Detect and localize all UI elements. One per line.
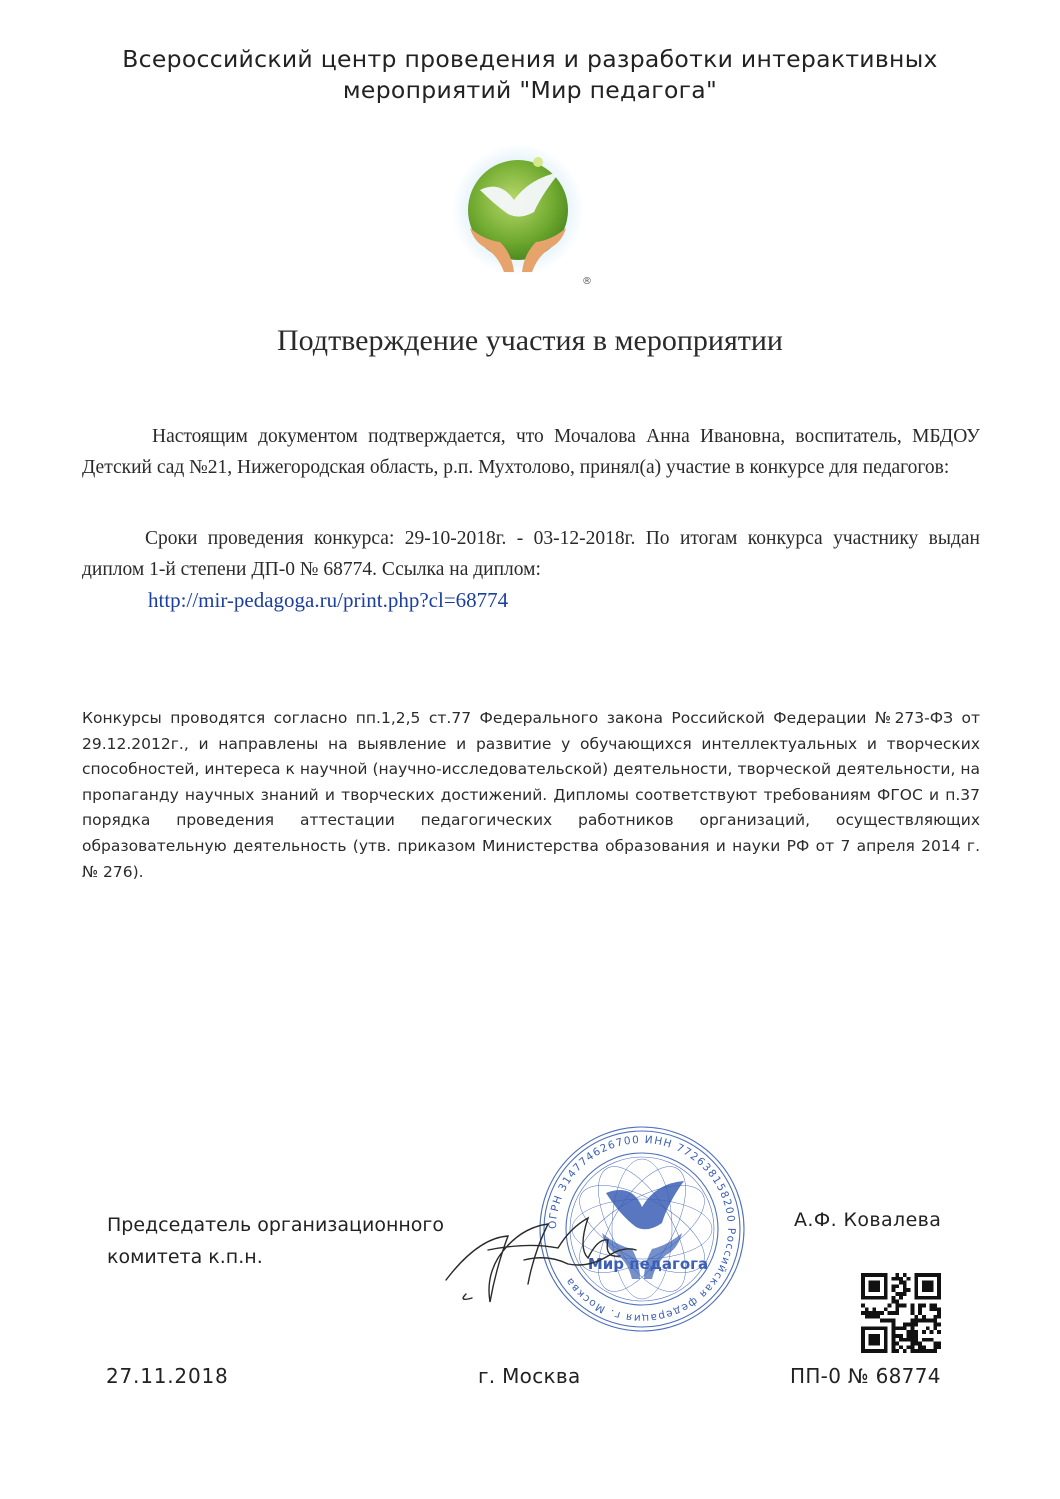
organization-name-line1: Всероссийский центр проведения и разработки интерактивных <box>122 45 938 73</box>
mir-pedagoga-logo <box>450 142 600 292</box>
handwritten-signature <box>438 1198 643 1318</box>
document-title: Подтверждение участия в мероприятии <box>277 324 783 357</box>
signatory-position-line1: Председатель организационного <box>107 1214 445 1236</box>
organization-name-line2: мероприятий "Мир педагога" <box>342 76 718 104</box>
registered-mark: ® <box>582 276 592 287</box>
confirmation-paragraph: Настоящим документом подтверждается, что Мочалова Анна Ивановна, воспитатель, МБДОУ Детский сад №21, Нижегородская область, р.п. Мухтолово, принял(а) участие в конкурсе для педагогов: <box>82 426 980 478</box>
document-city: г. Москва <box>478 1364 581 1388</box>
legal-basis-text: Конкурсы проводятся согласно пп.1,2,5 ст.77 Федерального закона Российской Федерации №273-ФЗ от 29.12.2012г., и направлены на выявление и развитие у обучающихся интеллектуальных и творческих способностей, интереса к научной (научно-исследовательской) деятельности, творческой деятельности, на пропаганду научных знаний и творческих достижений. Дипломы соответствуют требованиям ФГОС и п.37 порядка проведения аттестации педагогических работников организаций, осуществляющих образовательную деятельность (утв. приказом Министерства образования и науки РФ от 7 апреля 2014 г. № 276). <box>82 709 980 881</box>
signatory-name: А.Ф. Ковалева <box>794 1209 942 1231</box>
signatory-position-line2: комитета к.п.н. <box>107 1246 263 1268</box>
qr-code <box>861 1273 941 1353</box>
organization-header <box>60 44 1000 106</box>
contest-terms-paragraph: Сроки проведения конкурса: 29-10-2018г. - 03-12-2018г. По итогам конкурса участнику выдан диплом 1-й степени ДП-0 № 68774. Ссылка на диплом: <box>82 528 980 580</box>
stamp-ring-text: ОГРН 314774626700 ИНН 772638158200 Российская федерация г. Москва <box>546 1133 738 1325</box>
document-number: ПП-0 № 68774 <box>790 1364 941 1388</box>
stamp-center-text: Мир педагога <box>587 1255 709 1273</box>
signatory-position <box>107 1209 444 1273</box>
diploma-link[interactable]: http://mir-pedagoga.ru/print.php?cl=68774 <box>148 588 509 612</box>
document-date: 27.11.2018 <box>106 1364 229 1388</box>
